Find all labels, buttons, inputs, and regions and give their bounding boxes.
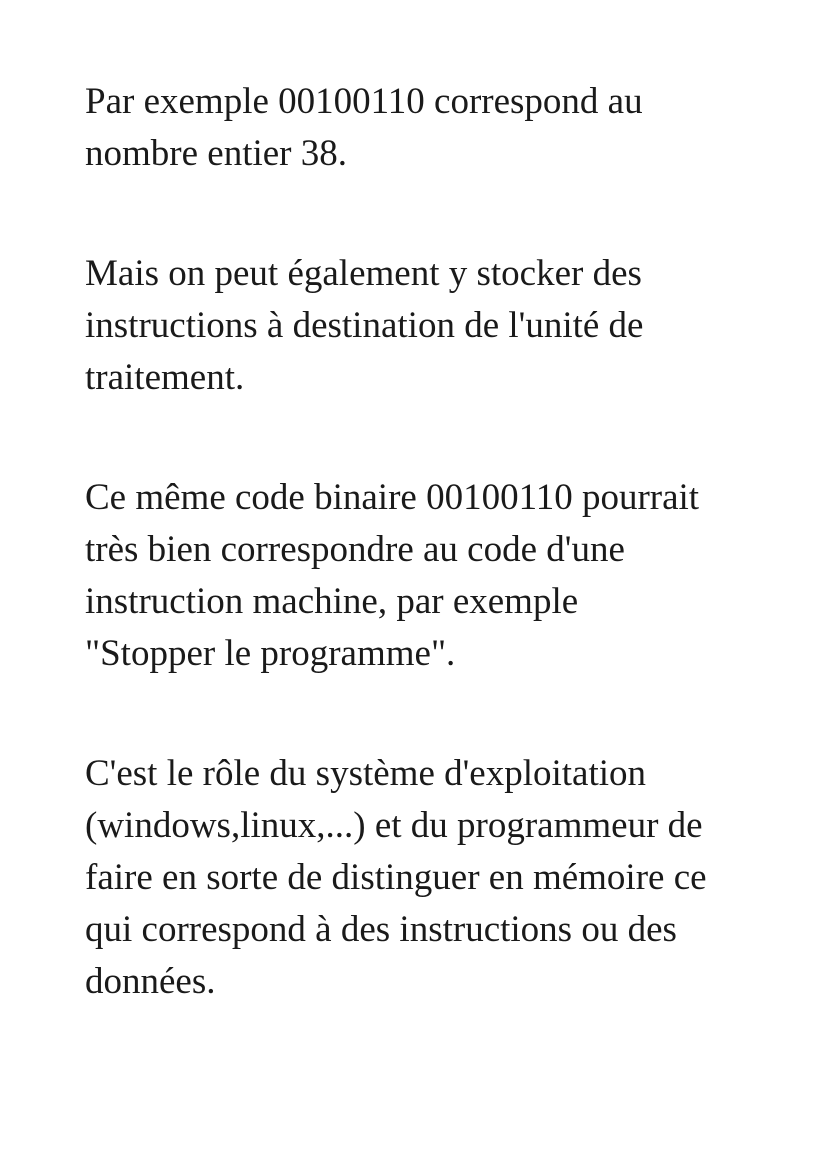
- text-line: très bien correspondre au code d'une: [85, 529, 625, 570]
- text-line: données.: [85, 961, 216, 1002]
- text-line: faire en sorte de distinguer en mémoire ce: [85, 857, 707, 898]
- text-line: Mais on peut également y stocker des: [85, 253, 642, 294]
- text-line: nombre entier 38.: [85, 133, 347, 174]
- text-line: Ce même code binaire 00100110 pourrait: [85, 477, 700, 518]
- paragraph-integer-example: [85, 76, 785, 180]
- text-line: C'est le rôle du système d'exploitation: [85, 753, 647, 794]
- text-line: Par exemple 00100110 correspond au: [85, 81, 643, 122]
- text-line: instruction machine, par exemple: [85, 581, 579, 622]
- paragraph-os-role: [85, 748, 785, 1008]
- text-line: (windows,linux,...) et du programmeur de: [85, 805, 703, 846]
- text-line: traitement.: [85, 357, 245, 398]
- document-body: [85, 76, 785, 1076]
- paragraph-machine-instruction: [85, 472, 785, 680]
- text-line: instructions à destination de l'unité de: [85, 305, 644, 346]
- text-line: qui correspond à des instructions ou des: [85, 909, 677, 950]
- text-line: "Stopper le programme".: [85, 633, 456, 674]
- paragraph-instructions-storage: [85, 248, 785, 404]
